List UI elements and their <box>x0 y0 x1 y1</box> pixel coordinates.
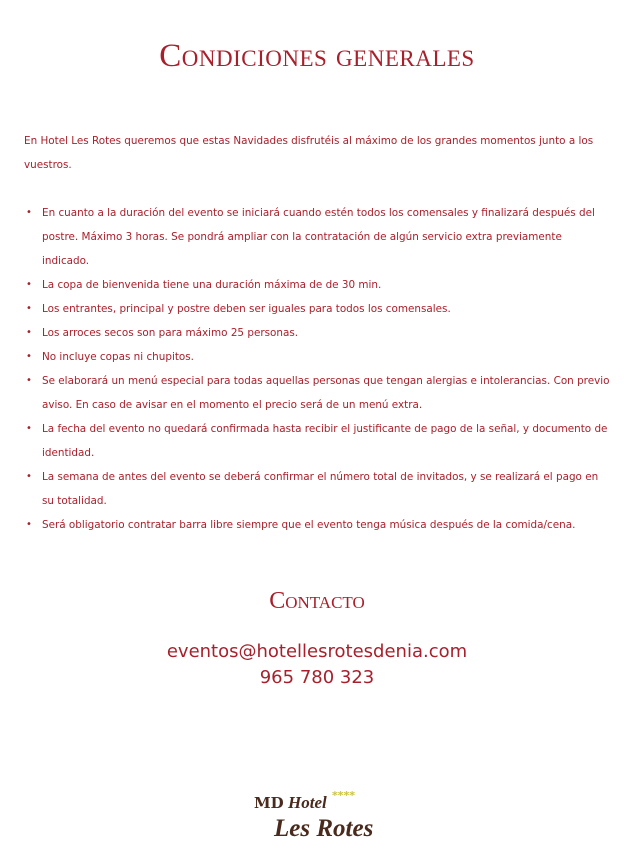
contact-email-link[interactable]: eventos@hotellesrotesdenia.com <box>166 641 468 662</box>
condition-item <box>24 465 612 513</box>
condition-text: Se elaborará un menú especial para todas aquellas personas que tengan alergias e intolerancias. Con previo aviso. En caso de avisar en el momento el precio será de un menú extra. <box>42 375 610 411</box>
bullet-icon: • <box>26 279 32 290</box>
condition-item <box>24 201 612 273</box>
condition-item <box>24 417 612 465</box>
conditions-list <box>24 201 612 537</box>
bullet-icon: • <box>26 351 32 362</box>
bullet-icon: • <box>26 423 32 434</box>
condition-text: Los entrantes, principal y postre deben ser iguales para todos los comensales. <box>42 303 451 315</box>
logo-les-rotes: Les Rotes <box>274 815 374 842</box>
intro-paragraph: En Hotel Les Rotes queremos que estas Navidades disfrutéis al máximo de los grandes momentos junto a los vuestros. <box>24 135 594 171</box>
condition-text: Los arroces secos son para máximo 25 personas. <box>42 327 299 339</box>
hotel-logo <box>232 784 402 844</box>
logo-stars: **** <box>332 789 356 802</box>
logo-hotel-word: Hotel <box>288 793 327 812</box>
bullet-icon: • <box>26 207 32 218</box>
condition-item <box>24 345 612 369</box>
hotel-logo-graphic <box>232 784 402 844</box>
condition-item <box>24 297 612 321</box>
bullet-icon: • <box>26 327 32 338</box>
bullet-icon: • <box>26 303 32 314</box>
bullet-icon: • <box>26 519 32 530</box>
contact-heading: Contacto <box>269 588 365 614</box>
condition-text: La semana de antes del evento se deberá confirmar el número total de invitados, y se realizará el pago en su totalidad. <box>42 471 599 507</box>
condition-text: La fecha del evento no quedará confirmada hasta recibir el justificante de pago de la señal, y documento de identidad. <box>42 423 608 459</box>
contact-phone-link[interactable]: 965 780 323 <box>259 667 375 688</box>
bullet-icon: • <box>26 471 32 482</box>
condition-text: En cuanto a la duración del evento se iniciará cuando estén todos los comensales y finalizará después del postre. Máximo 3 horas. Se pondrá ampliar con la contratación de algún servicio extra previamente indicado. <box>42 207 595 267</box>
condition-text: La copa de bienvenida tiene una duración máxima de de 30 min. <box>42 279 382 291</box>
condition-item <box>24 369 612 417</box>
condition-item <box>24 513 612 537</box>
condition-item <box>24 321 612 345</box>
condition-text: Será obligatorio contratar barra libre siempre que el evento tenga música después de la comida/cena. <box>42 519 576 531</box>
bullet-icon: • <box>26 375 32 386</box>
page-title: Condiciones generales <box>159 38 475 74</box>
logo-mark: MD <box>254 794 284 812</box>
condition-text: No incluye copas ni chupitos. <box>42 351 194 363</box>
condition-item <box>24 273 612 297</box>
